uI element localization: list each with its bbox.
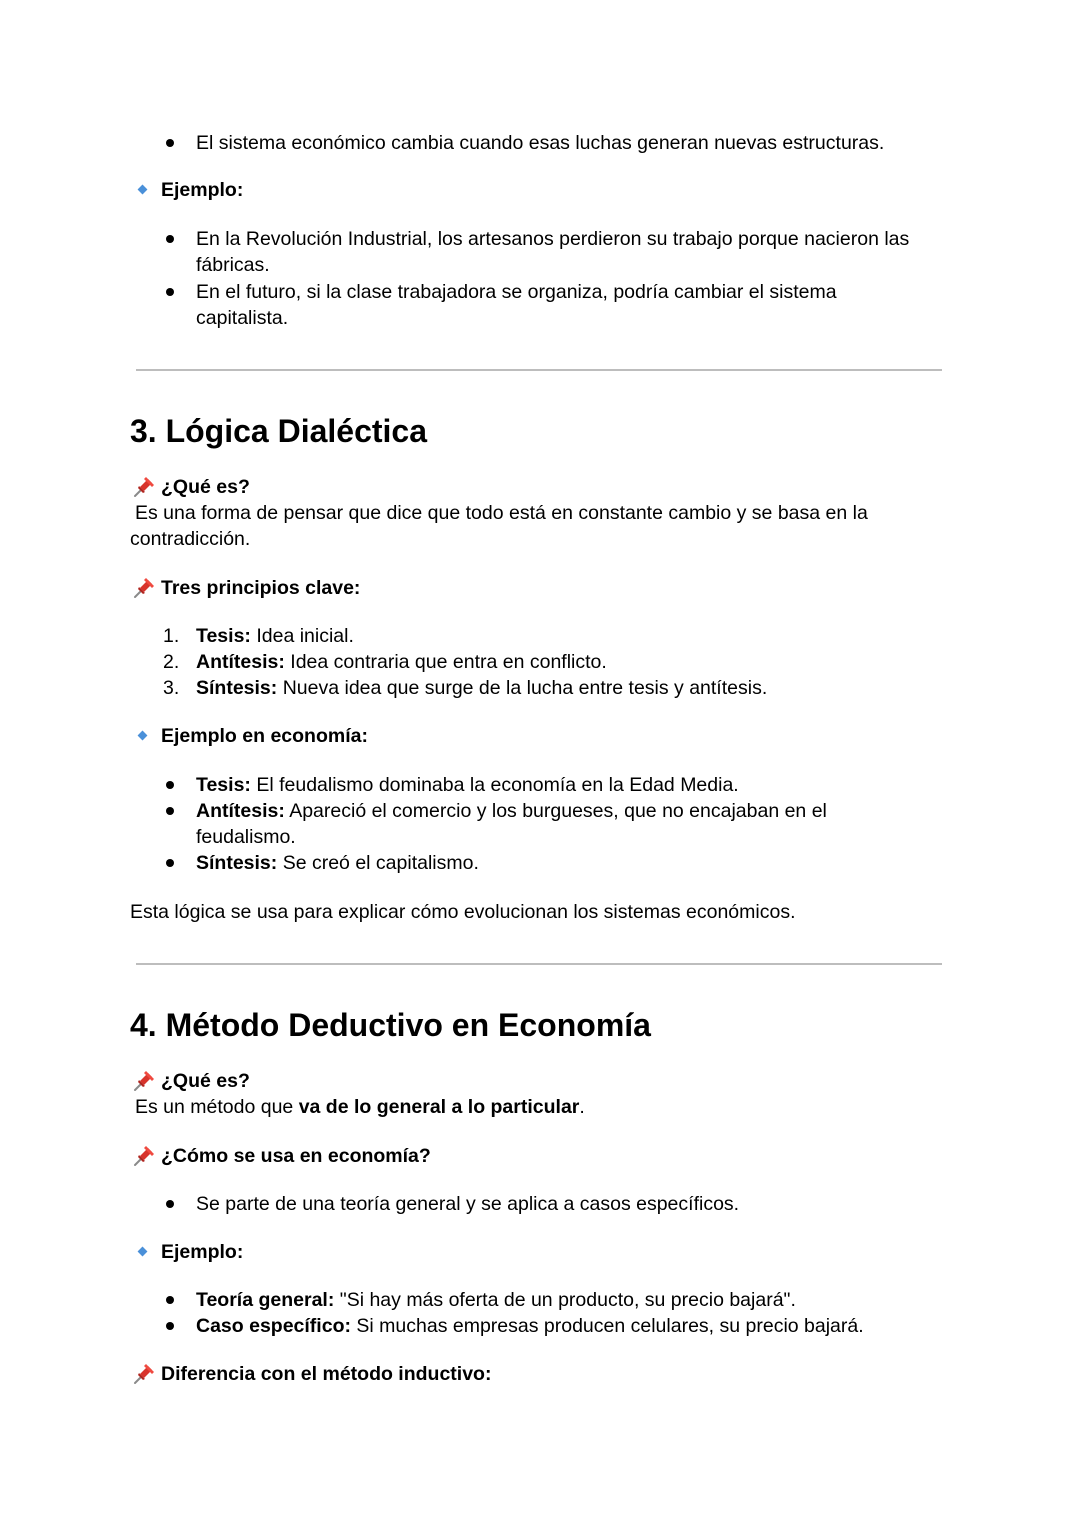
definition: Si muchas empresas producen celulares, su precio bajará.: [356, 1315, 864, 1337]
term: Antítesis:: [196, 651, 285, 673]
list-item: Se parte de una teoría general y se aplica a casos específicos.: [196, 1193, 740, 1215]
list-item: [196, 798, 827, 824]
paragraph: Es una forma de pensar que dice que todo está en constante cambio y se basa en la: [135, 502, 868, 524]
definition: Nueva idea que surge de la lucha entre tesis y antítesis.: [282, 677, 768, 699]
paragraph-continuation: contradicción.: [130, 528, 251, 550]
list-item: [196, 1313, 864, 1339]
list-number: 3.: [163, 677, 180, 699]
bullet-dot: [166, 781, 174, 789]
definition: Apareció el comercio y los burgueses, que no encajaban en el: [289, 800, 827, 822]
what-is-label: ¿Qué es?: [161, 476, 250, 498]
bullet-dot: [166, 139, 174, 147]
pushpin-icon: [131, 474, 157, 500]
pushpin-icon: [131, 575, 157, 601]
list-item-continuation: fábricas.: [196, 254, 270, 276]
blue-diamond-icon: [138, 185, 148, 195]
text-segment: .: [579, 1096, 585, 1118]
difference-label: Diferencia con el método inductivo:: [161, 1363, 492, 1385]
text-segment: Es un método que: [135, 1096, 294, 1118]
list-item: [196, 1287, 796, 1313]
bullet-dot: [166, 859, 174, 867]
how-label: ¿Cómo se usa en economía?: [161, 1145, 431, 1167]
list-item: [196, 623, 354, 649]
term: Tesis:: [196, 625, 251, 647]
list-item: En el futuro, si la clase trabajadora se organiza, podría cambiar el sistema: [196, 281, 837, 303]
term: Síntesis:: [196, 852, 278, 874]
list-item: [196, 675, 767, 701]
principles-label: Tres principios clave:: [161, 577, 361, 599]
bullet-dot: [166, 1322, 174, 1330]
pushpin-icon: [131, 1068, 157, 1094]
list-item: [196, 850, 479, 876]
list-item: [196, 649, 607, 675]
example-label: Ejemplo:: [161, 1241, 244, 1263]
example-label: Ejemplo en economía:: [161, 725, 368, 747]
section-heading: 4. Método Deductivo en Economía: [130, 1007, 651, 1043]
text-emphasis: va de lo general a lo particular: [298, 1096, 580, 1118]
term: Síntesis:: [196, 677, 278, 699]
list-item: El sistema económico cambia cuando esas luchas generan nuevas estructuras.: [196, 132, 885, 154]
list-item: En la Revolución Industrial, los artesanos perdieron su trabajo porque nacieron las: [196, 228, 910, 250]
pushpin-icon: [131, 1143, 157, 1169]
blue-diamond-icon: [138, 1247, 148, 1257]
horizontal-divider: [136, 963, 942, 965]
definition: Se creó el capitalismo.: [282, 852, 479, 874]
term: Tesis:: [196, 774, 251, 796]
term: Caso específico:: [196, 1315, 351, 1337]
definition: Idea inicial.: [256, 625, 354, 647]
list-number: 1.: [163, 625, 180, 647]
pushpin-icon: [131, 1361, 157, 1387]
bullet-dot: [166, 807, 174, 815]
list-number: 2.: [163, 651, 180, 673]
paragraph: Esta lógica se usa para explicar cómo evolucionan los sistemas económicos.: [130, 901, 796, 923]
definition: "Si hay más oferta de un producto, su precio bajará".: [339, 1289, 796, 1311]
list-item-continuation: feudalismo.: [196, 826, 296, 848]
term: Teoría general:: [196, 1289, 335, 1311]
bullet-dot: [166, 288, 174, 296]
term: Antítesis:: [196, 800, 285, 822]
bullet-dot: [166, 1200, 174, 1208]
blue-diamond-icon: [138, 731, 148, 741]
list-item: [196, 772, 739, 798]
section-heading: 3. Lógica Dialéctica: [130, 413, 428, 449]
paragraph: [135, 1094, 585, 1120]
list-item-continuation: capitalista.: [196, 307, 289, 329]
example-label: Ejemplo:: [161, 179, 244, 201]
bullet-dot: [166, 1296, 174, 1304]
what-is-label: ¿Qué es?: [161, 1070, 250, 1092]
horizontal-divider: [136, 369, 942, 371]
bullet-dot: [166, 235, 174, 243]
definition: El feudalismo dominaba la economía en la Edad Media.: [256, 774, 739, 796]
definition: Idea contraria que entra en conflicto.: [290, 651, 607, 673]
